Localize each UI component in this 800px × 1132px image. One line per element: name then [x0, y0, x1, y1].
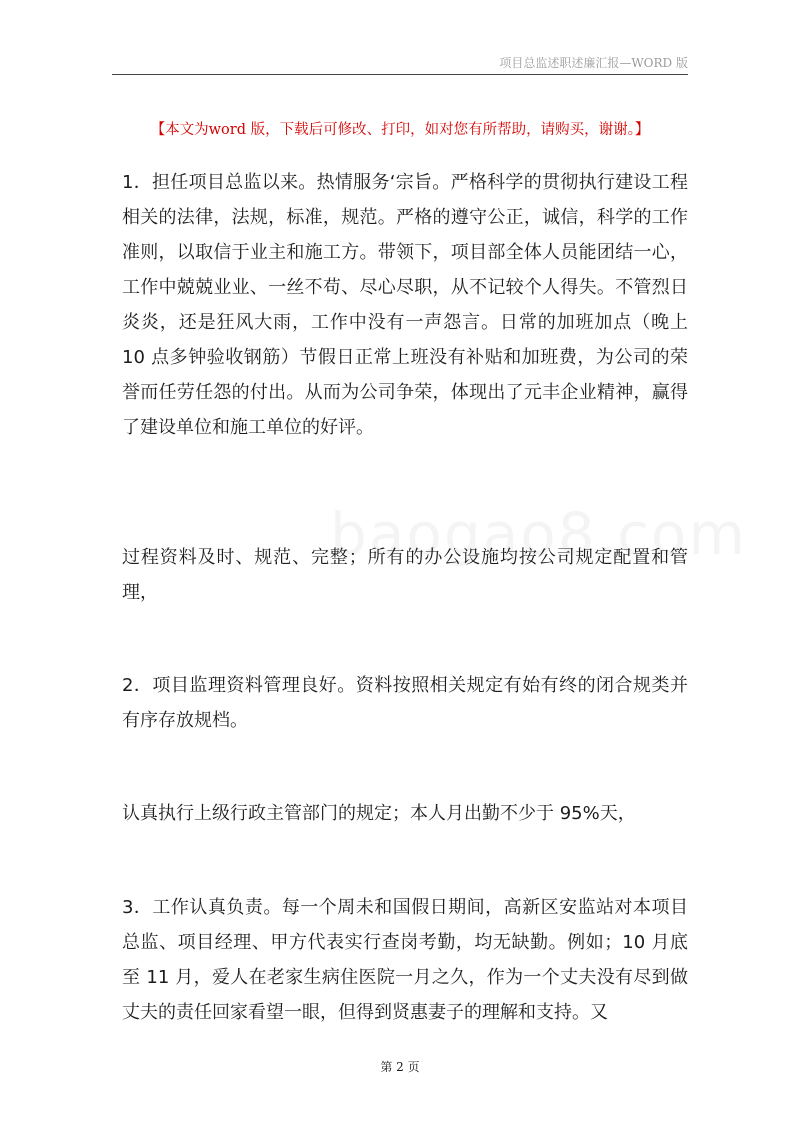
paragraph-3: 2．项目监理资料管理良好。资料按照相关规定有始有终的闭合规类并有序存放规档。	[122, 675, 688, 731]
page-header-title: 项目总监述职述廉汇报—WORD 版	[499, 56, 688, 70]
paragraph-4: 认真执行上级行政主管部门的规定；本人月出勤不少于 95%天，	[122, 803, 636, 824]
paragraph-2: 过程资料及时、规范、完整；所有的办公设施均按公司规定配置和管理，	[122, 547, 688, 603]
paragraph-5: 3．工作认真负责。每一个周未和国假日期间，高新区安监站对本项目总监、项目经理、甲方代表实行查岗考勤，均无缺勤。例如；10 月底至 11 月，爱人在老家生病住医院一月之久，作为一个丈夫没有尽到做丈夫的责任回家看望一眼，但得到贤惠妻子的理解和支持。又	[122, 897, 688, 1023]
page-number: 第 2 页	[380, 1060, 420, 1074]
header-divider	[112, 74, 688, 75]
download-notice: 【本文为word 版，下载后可修改、打印，如对您有所帮助，请购买，谢谢。】	[150, 122, 650, 138]
paragraph-1: 1．担任项目总监以来。热情服务‘宗旨。严格科学的贯彻执行建设工程相关的法律，法规，标准，规范。严格的遵守公正，诚信，科学的工作准则，以取信于业主和施工方。带领下，项目部全体人员能团结一心，工作中兢兢业业、一丝不苟、尽心尽职，从不记较个人得失。不管烈日炎炎，还是狂风大雨，工作中没有一声怨言。日常的加班加点（晚上 10 点多钟验收钢筋）节假日正常上班没有补贴和加班费，为公司的荣誉而任劳任怨的付出。从而为公司争荣，体现出了元丰企业精神，赢得了建设单位和施工单位的好评。	[122, 172, 688, 438]
